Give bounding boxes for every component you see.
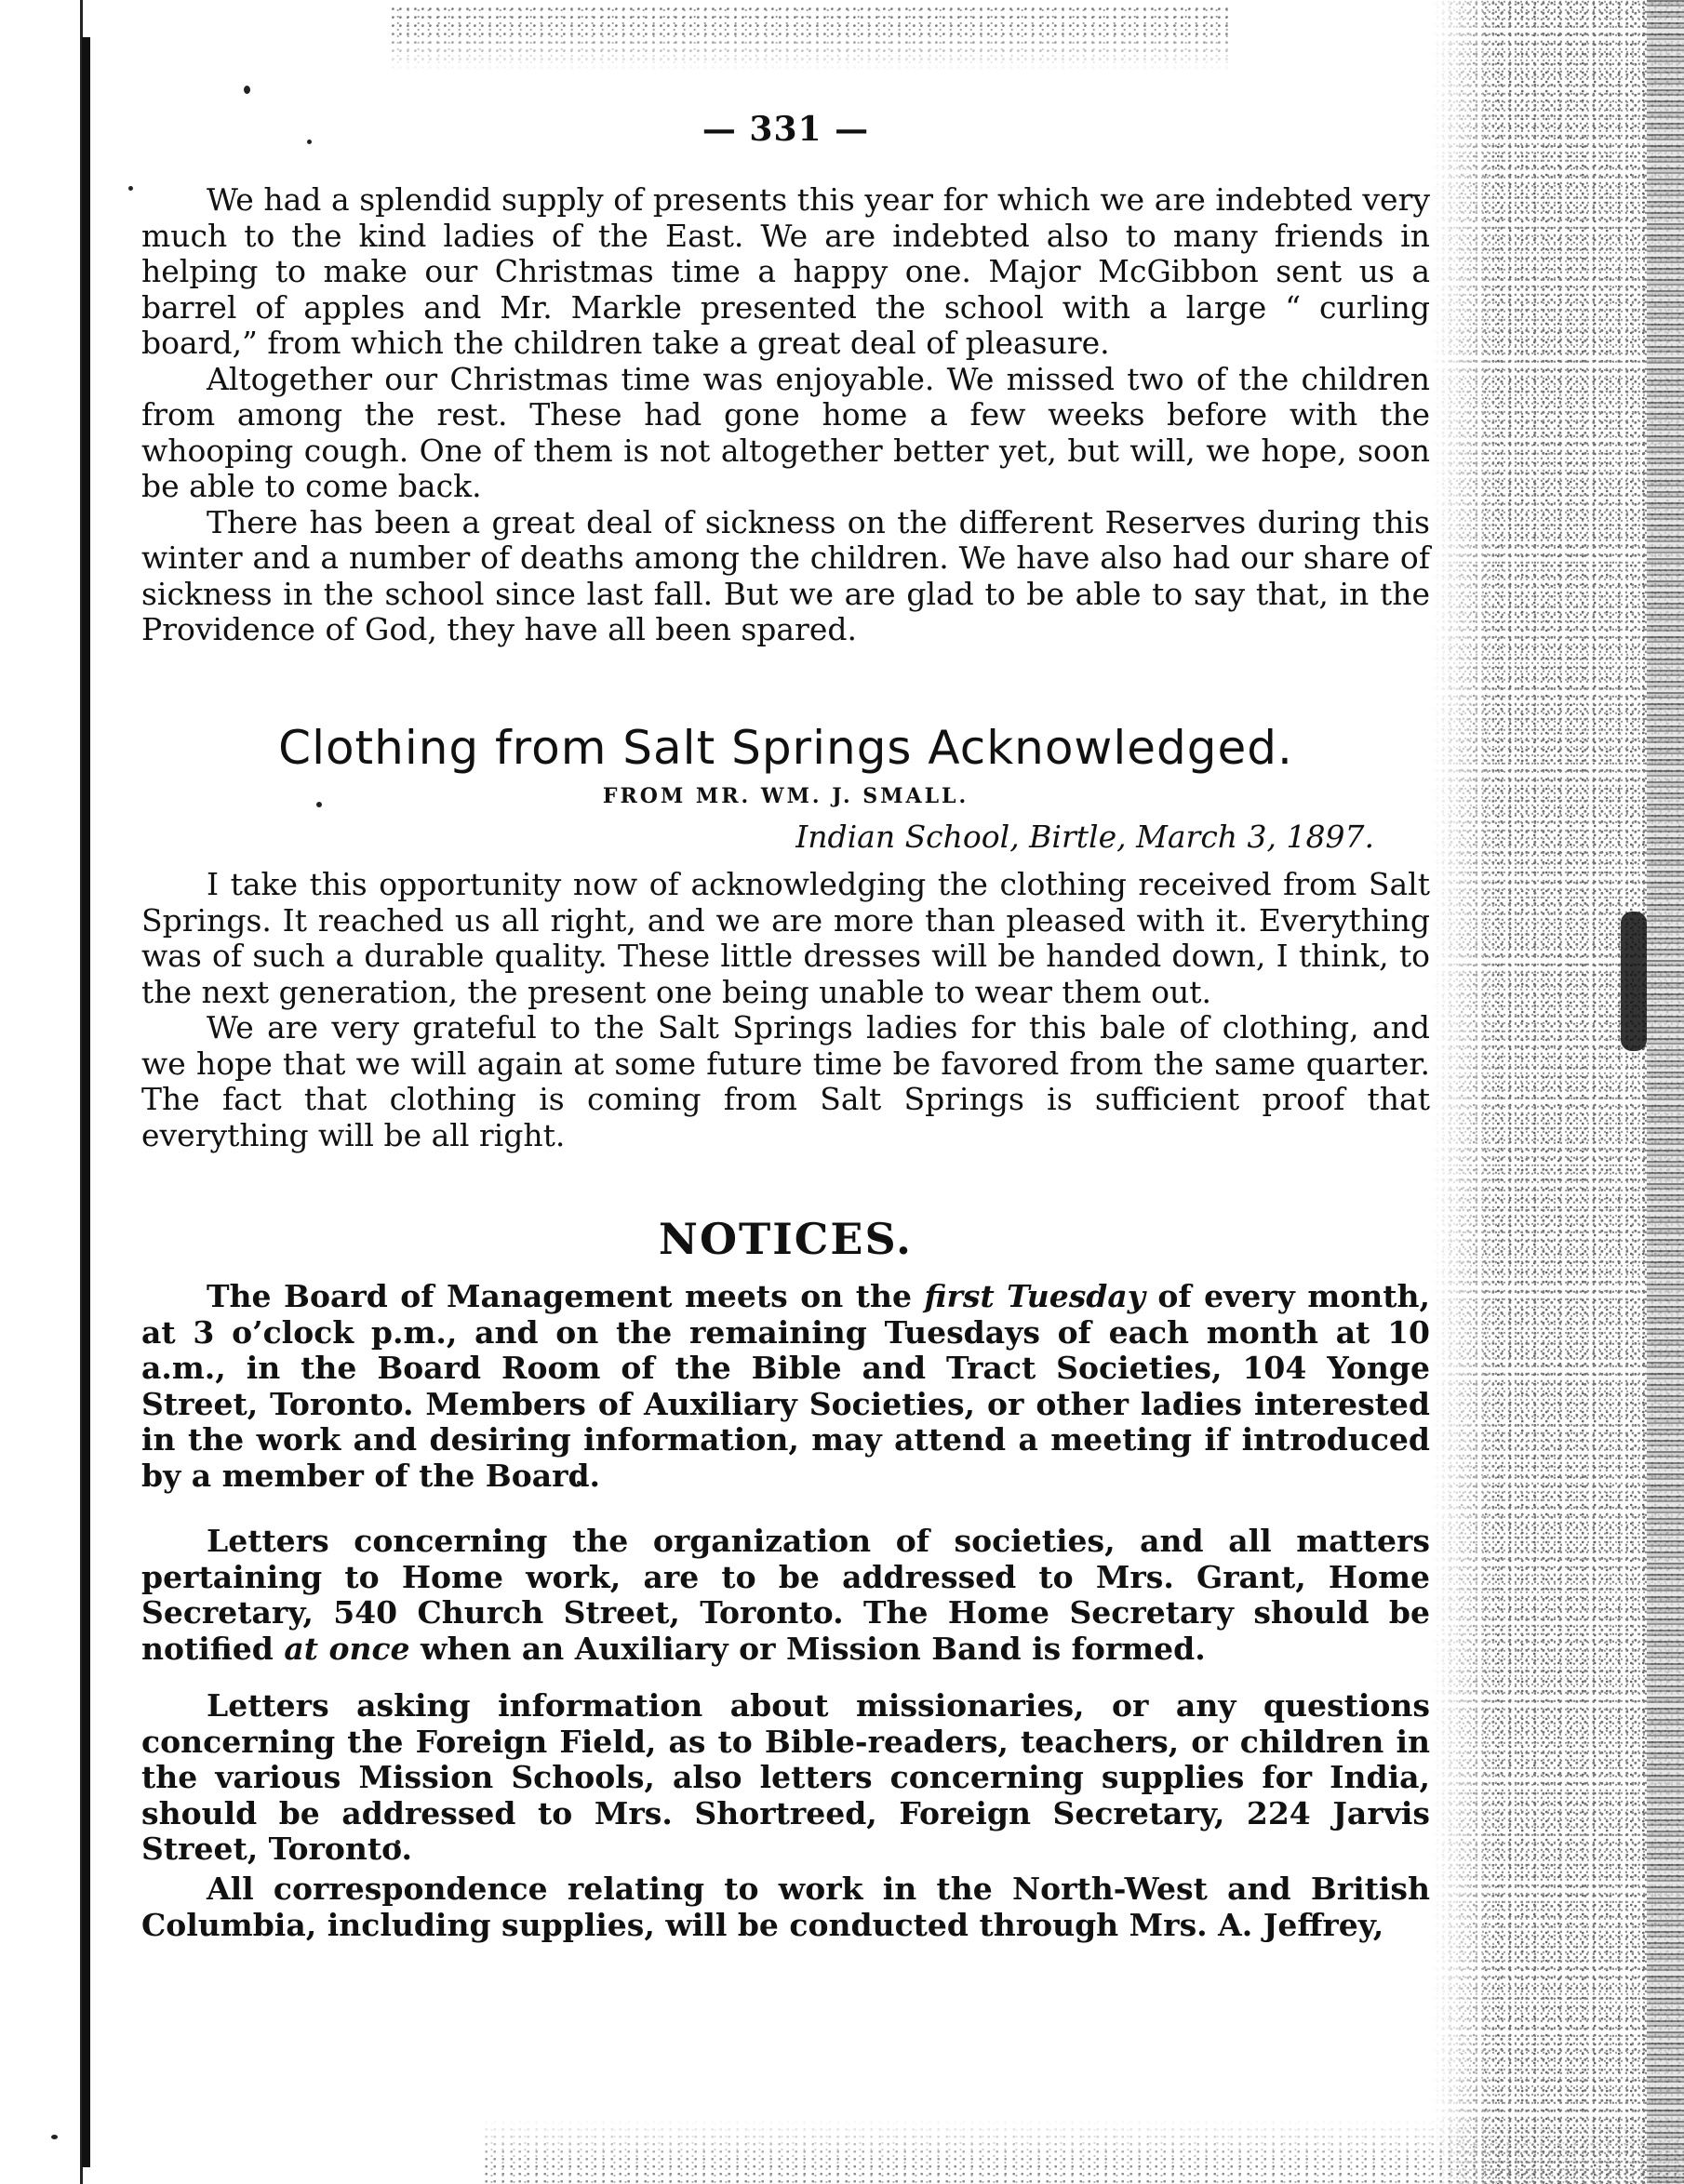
notice-foreign-secretary — [141, 1688, 1430, 1868]
paragraph-sickness: There has been a great deal of sickness on the different Reserves during this winter and a number of deaths among the children. We have also had our share of sickness in the school since last fall. But we are glad to be able to say that, in the Providence of God, they have all been spared. — [141, 503, 1430, 647]
page-number: — 331 — — [702, 110, 870, 149]
clothing-article-byline: FROM MR. WM. J. SMALL. — [602, 784, 969, 808]
notice-home-secretary-text: Letters concerning the organization of societies, and all matters pertaining to Home work, are to be addressed to Mrs. Grant, Home Secretary, 540 Church Street, Toronto. The Home Secretary should be notified — [141, 1523, 1430, 1667]
school-letter — [141, 182, 1430, 648]
scan-noise-right — [1433, 0, 1684, 2184]
notice-board-meeting — [141, 1279, 1430, 1494]
paragraph-clothing-gratitude: We are very grateful to the Salt Springs ladies for this bale of clothing, and we hope that we will again at some future time be favored from the same quarter. The fact that clothing is coming from Salt Springs is sufficient proof that everything will be all right. — [141, 1009, 1430, 1153]
notice-foreign-secretary-text: Letters asking information about missionaries, or any questions concerning the Foreign Field, as to Bible-readers, teachers, or children in the various Mission Schools, also letters concerning supplies for India, should be addressed to Mrs. Shortreed, Foreign Secretary, 224 Jarvis Street, Toronto. — [141, 1687, 1430, 1867]
scan-speck — [244, 86, 250, 94]
notices-heading: NOTICES. — [658, 1214, 914, 1264]
notice-home-secretary-emphasis: at once — [284, 1630, 410, 1667]
paragraph-christmas-time: Altogether our Christmas time was enjoyable. We missed two of the children from among the rest. These had gone home a few weeks before with the whooping cough. One of them is not altogether better yet, but will, we hope, soon be able to come back. — [141, 360, 1430, 504]
scan-edge-shadow — [82, 37, 90, 2167]
notice-north-west — [141, 1871, 1430, 1943]
scan-speck — [51, 2135, 58, 2139]
notice-board-meeting-text: The Board of Management meets on the — [207, 1278, 925, 1314]
notice-board-meeting-text-end: of every month, at 3 o’clock p.m., and on the remaining Tuesdays of each month at 10 a.m., in the Board Room of the Bible and Tract Societies, 104 Yonge Street, Toronto. Members of Auxiliary Societies, or other ladies interested in the work and desiring information, may attend a meeting if introduced by a member of the Board. — [141, 1278, 1431, 1494]
scan-blotch — [1621, 912, 1647, 1051]
paragraph-christmas-presents: We had a splendid supply of presents this year for which we are indebted very much to the kind ladies of the East. We are indebted also to many friends in helping to make our Christmas time a happy one. Major McGibbon sent us a barrel of apples and Mr. Markle presented the school with a large “ curling board,” from which the children take a great deal of pleasure. — [141, 181, 1430, 361]
notice-home-secretary-text-end: when an Auxiliary or Mission Band is formed. — [409, 1630, 1206, 1667]
clothing-article-dateline: Indian School, Birtle, March 3, 1897. — [795, 819, 1374, 855]
scan-noise-top — [391, 6, 1228, 71]
scan-speck — [128, 186, 133, 191]
scan-noise-bottom — [484, 2119, 1684, 2184]
notice-home-secretary — [141, 1524, 1430, 1667]
notice-board-meeting-emphasis: first Tuesday — [924, 1278, 1145, 1314]
notice-north-west-text: All correspondence relating to work in the North-West and British Columbia, including supplies, will be conducted through Mrs. A. Jeffrey, — [141, 1871, 1430, 1943]
paragraph-clothing-received: I take this opportunity now of acknowledging the clothing received from Salt Springs. It reached us all right, and we are more than pleased with it. Everything was of such a durable quality. These little dresses will be handed down, I think, to the next generation, the present one being unable to wear them out. — [141, 866, 1430, 1010]
clothing-article-title: Clothing from Salt Springs Acknowledged. — [278, 721, 1293, 775]
clothing-article-body — [141, 867, 1430, 1153]
